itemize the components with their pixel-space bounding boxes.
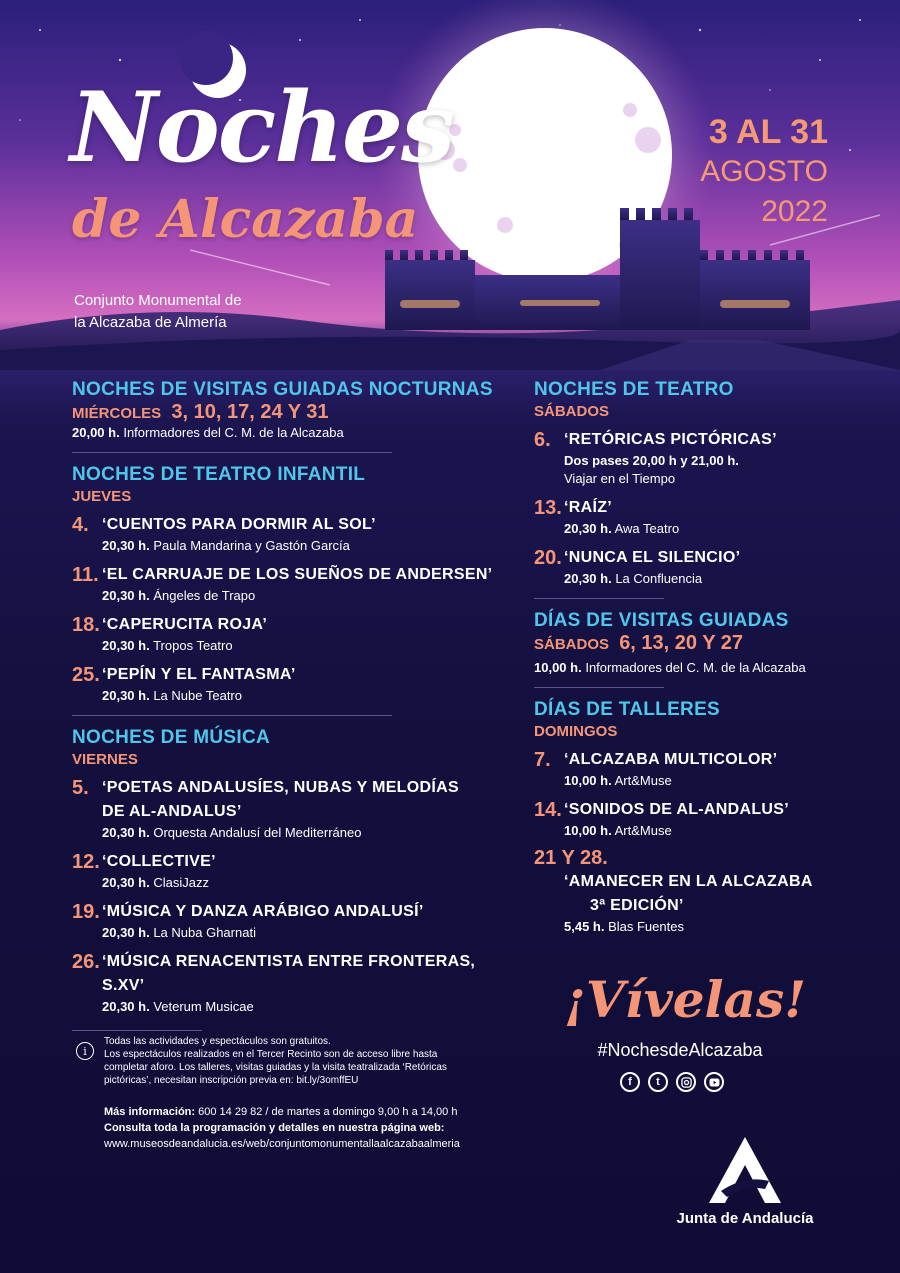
event-company: La Nube Teatro [153,688,242,703]
event-time: 20,30 h. [102,638,150,653]
more-info-label: Más información: [104,1106,196,1118]
event-info [102,537,502,555]
event-info [102,587,502,605]
website-link[interactable]: www.museosdeandalucia.es/web/conjuntomonumentallaalcazabaalmeria [104,1138,460,1150]
date-month: AGOSTO [700,155,828,188]
info-icon: i [76,1042,94,1060]
event-info [564,570,864,588]
event-date: 13. [534,497,562,519]
facebook-icon[interactable]: f [620,1072,640,1092]
right-column [534,378,864,936]
section-musica [72,726,502,1016]
event-title: ‘CAPERUCITA ROJA’ [102,616,268,633]
event-title: ‘CUENTOS PARA DORMIR AL SOL’ [102,516,376,533]
event-info [102,687,502,705]
event-item [534,748,864,790]
event-title: ‘EL CARRUAJE DE LOS SUEÑOS DE ANDERSEN’ [102,566,493,583]
event-title: ‘MÚSICA Y DANZA ARÁBIGO ANDALUSÍ’ [102,903,424,920]
event-company: Art&Muse [614,823,672,838]
section-visitas-nocturnas [72,378,502,442]
event-date: 11. [72,564,99,586]
event-title: ‘PEPÍN Y EL FANTASMA’ [102,666,296,683]
twitter-icon[interactable]: t [648,1072,668,1092]
event-item [534,496,864,538]
event-info [564,520,864,538]
divider [534,598,664,599]
section-talleres [534,698,864,936]
event-company: Paula Mandarina y Gastón García [153,538,350,553]
event-title: ‘RAÍZ’ [564,499,613,516]
section-title: NOCHES DE TEATRO INFANTIL [72,464,366,485]
title-de-alcazaba: de Alcazaba [72,189,419,250]
divider [534,687,664,688]
left-column [72,378,502,1041]
junta-andalucia-logo [705,1135,785,1205]
subtitle-line1: Conjunto Monumental de [74,292,242,309]
section-info [72,424,502,442]
event-time: 10,00 h. [564,773,612,788]
event-date: 5. [72,777,89,799]
event-title: ‘COLLECTIVE’ [102,853,216,870]
event-title: ‘POETAS ANDALUSÍES, NUBAS Y MELODÍAS [102,779,459,796]
event-company: Tropos Teatro [153,638,233,653]
divider [72,715,392,716]
event-info [564,822,864,840]
vivelas-slogan: ¡Vívelas! [563,970,807,1029]
event-time: 20,30 h. [102,875,150,890]
date-year: 2022 [761,195,828,228]
section-day: SÁBADOS [534,403,610,420]
event-time: 20,30 h. [102,588,150,603]
event-time: 20,30 h. [102,538,150,553]
event-company: ClasiJazz [153,875,209,890]
event-date: 4. [72,514,89,536]
event-date: 21 Y 28. [534,847,608,869]
event-dates [700,112,828,232]
event-title: ‘NUNCA EL SILENCIO’ [564,549,741,566]
event-company: La Confluencia [615,571,703,586]
note-line: completar aforo. Los talleres, visitas guiadas y la visita teatralizada ‘Retóricas [104,1062,447,1073]
event-company: Orquesta Andalusí del Mediterráneo [153,825,362,840]
note-line: pictóricas’, necesitan inscripción previa en: bit.ly/3omffEU [104,1075,359,1086]
event-title: ‘RETÓRICAS PICTÓRICAS’ [564,431,777,448]
more-info [104,1104,460,1152]
event-date: 12. [72,851,100,873]
section-visitas-guiadas [534,609,864,677]
section-info [534,659,864,677]
event-company: Art&Muse [614,773,672,788]
section-day: VIERNES [72,751,138,768]
divider [72,452,392,453]
event-info [564,918,864,936]
section-title: DÍAS DE VISITAS GUIADAS [534,610,789,631]
event-info [102,924,502,942]
event-time: 20,30 h. [102,825,150,840]
event-info [102,824,502,842]
day-numbers: 6, 13, 20 Y 27 [619,632,744,654]
event-item [72,613,502,655]
section-teatro [534,378,864,588]
institution-name: Junta de Andalucía [676,1210,814,1227]
event-time: 20,30 h. [102,999,150,1014]
event-time: 20,30 h. [564,521,612,536]
section-day: JUEVES [72,488,132,505]
event-item [72,950,502,1016]
event-time: 20,30 h. [564,571,612,586]
event-info [102,874,502,892]
event-date: 20. [534,547,562,569]
event-item [534,798,864,840]
section-teatro-infantil [72,463,502,705]
event-title-line2: 3ª EDICIÓN’ [590,897,684,914]
event-company: Ángeles de Trapo [153,588,256,603]
more-info-text: 600 14 29 82 / de martes a domingo 9,00 h a 14,00 h [198,1106,458,1118]
time: 20,00 h. [72,425,120,440]
section-day [534,633,864,655]
event-time: Dos pases 20,00 h y 21,00 h. [564,453,739,468]
event-date: 26. [72,951,100,973]
event-item [72,776,502,842]
organizer: Informadores del C. M. de la Alcazaba [585,660,806,675]
organizer: Informadores del C. M. de la Alcazaba [123,425,344,440]
note-line: Todas las actividades y espectáculos son gratuitos. [104,1036,331,1047]
event-date: 7. [534,749,551,771]
consult-text: Consulta toda la programación y detalles en nuestra página web: [104,1122,445,1134]
event-time: 5,45 h. [564,919,605,934]
event-info [102,637,502,655]
event-item [72,663,502,705]
event-title-line2: DE AL-ANDALUS’ [102,803,242,820]
event-date: 18. [72,614,100,636]
title-noches: Noches [70,71,454,184]
event-item [72,513,502,555]
youtube-icon[interactable] [704,1072,724,1092]
event-time: 20,30 h. [102,688,150,703]
section-title: NOCHES DE MÚSICA [72,727,270,748]
event-item [72,850,502,892]
section-day: DOMINGOS [534,723,618,740]
hashtag[interactable]: #NochesdeAlcazaba [597,1040,763,1060]
event-company: Viajar en el Tiempo [564,471,676,486]
event-date: 6. [534,429,551,451]
subtitle [74,290,242,334]
day-label: MIÉRCOLES [72,405,162,422]
event-item [72,900,502,942]
social-links [620,1072,724,1092]
section-title: NOCHES DE VISITAS GUIADAS NOCTURNAS [72,379,493,400]
subtitle-line2: la Alcazaba de Almería [74,314,227,331]
event-title: ‘AMANECER EN LA ALCAZABA [564,873,813,890]
event-company: La Nuba Gharnati [153,925,256,940]
section-title: NOCHES DE TEATRO [534,379,734,400]
event-title: ‘MÚSICA RENACENTISTA ENTRE FRONTERAS, S.XV’ [102,953,476,994]
more-info-line [104,1104,460,1120]
section-title: DÍAS DE TALLERES [534,699,721,720]
event-company: Veterum Musicae [153,999,254,1014]
event-time: 10,00 h. [564,823,612,838]
time: 10,00 h. [534,660,582,675]
event-title: ‘ALCAZABA MULTICOLOR’ [564,751,778,768]
event-date: 25. [72,664,100,686]
day-numbers: 3, 10, 17, 24 Y 31 [171,401,329,423]
instagram-icon[interactable] [676,1072,696,1092]
section-day [72,402,502,424]
event-info [102,998,502,1016]
event-item [534,428,864,488]
event-info [564,772,864,790]
date-range: 3 AL 31 [708,113,828,151]
note-line: Los espectáculos realizados en el Tercer Recinto son de acceso libre hasta [104,1049,438,1060]
event-company: Blas Fuentes [608,919,684,934]
event-date: 14. [534,799,562,821]
event-time: 20,30 h. [102,925,150,940]
event-item [534,846,864,936]
event-title: ‘SONIDOS DE AL-ANDALUS’ [564,801,789,818]
event-date: 19. [72,901,100,923]
event-company: Awa Teatro [614,521,680,536]
event-item [534,546,864,588]
event-item [72,563,502,605]
day-label: SÁBADOS [534,636,610,653]
divider [72,1030,202,1031]
footnote [104,1035,514,1087]
